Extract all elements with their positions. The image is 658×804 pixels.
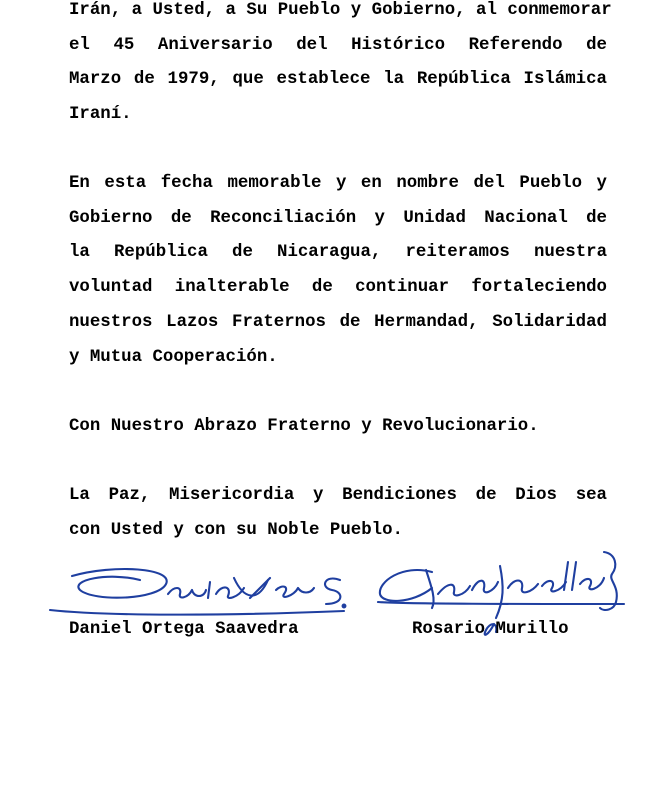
- signatory-name-left: Daniel Ortega Saavedra: [69, 620, 299, 639]
- text-line: Irán, a Usted, a Su Pueblo y Gobierno, al conmemorar: [69, 1, 612, 20]
- text-line: la República de Nicaragua, reiteramos nuestra: [69, 243, 607, 263]
- signatory-name-right: Rosario Murillo: [412, 620, 569, 639]
- daniel-ortega-signature: [44, 560, 354, 622]
- text-line: nuestros Lazos Fraternos de Hermandad, Solidaridad: [69, 312, 607, 332]
- letter-paragraph-commitment: [69, 167, 607, 375]
- text-line: y Mutua Cooperación.: [69, 347, 278, 367]
- text-line: Gobierno de Reconciliación y Unidad Nacional de: [69, 208, 607, 228]
- text-line: En esta fecha memorable y en nombre del Pueblo y: [69, 174, 607, 193]
- text-line: el 45 Aniversario del Histórico Referendo de: [69, 35, 607, 55]
- text-line: Marzo de 1979, que establece la República Islámica: [69, 70, 607, 90]
- letter-paragraph-greeting: [69, 0, 612, 133]
- text-line: Con Nuestro Abrazo Fraterno y Revolucionario.: [69, 417, 539, 436]
- letter-paragraph-embrace: [69, 410, 607, 445]
- text-line: Iraní.: [69, 105, 132, 125]
- text-line: con Usted y con su Noble Pueblo.: [69, 520, 403, 540]
- letter-paragraph-blessing: [69, 479, 607, 548]
- text-line: voluntad inalterable de continuar fortaleciendo: [69, 278, 607, 298]
- text-line: La Paz, Misericordia y Bendiciones de Dios sea: [69, 486, 607, 505]
